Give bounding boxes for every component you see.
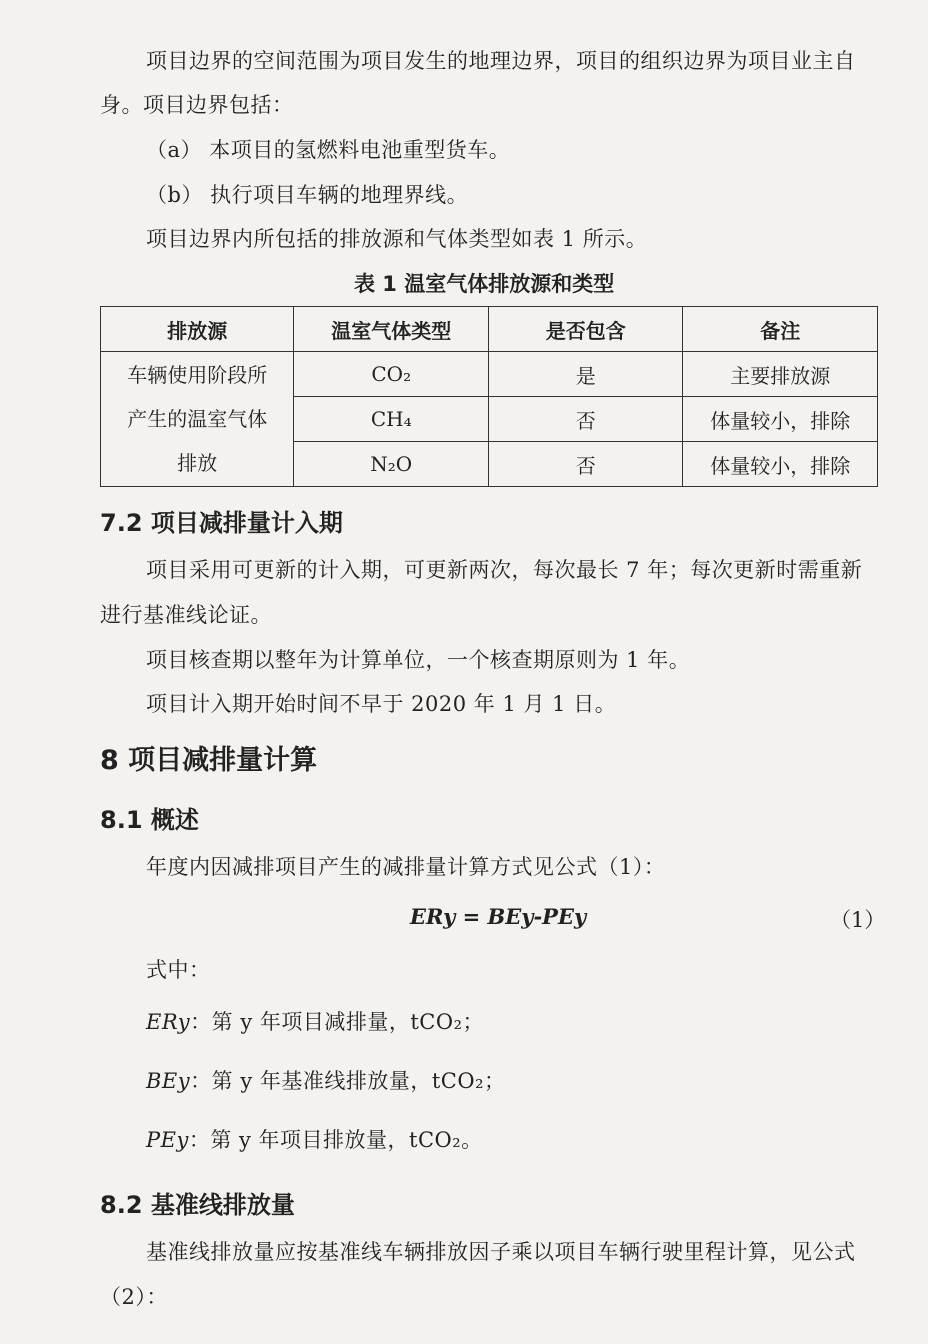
- paragraph-baseline-line2: （2）：: [100, 1285, 168, 1309]
- definition-be-text: ：第 y 年基准线排放量，tCO₂；: [190, 1069, 506, 1093]
- header-source: 排放源: [101, 307, 294, 352]
- source-line3: 排放: [177, 451, 218, 475]
- symbol-er: ERy: [146, 1010, 191, 1034]
- paragraph-crediting-line2: 进行基准线论证。: [100, 603, 272, 627]
- cell-included: 是: [489, 352, 683, 397]
- cell-source: [101, 352, 294, 487]
- equation-number-1: （1）: [830, 908, 886, 932]
- source-line2: 产生的温室气体: [127, 407, 268, 431]
- paragraph-crediting-line1: 项目采用可更新的计入期，可更新两次，每次最长 7 年；每次更新时需重新: [146, 558, 863, 582]
- definition-er-text: ：第 y 年项目减排量，tCO₂；: [190, 1010, 484, 1034]
- paragraph-baseline-line1: 基准线排放量应按基准线车辆排放因子乘以项目车辆行驶里程计算，见公式: [146, 1240, 856, 1264]
- cell-gas: CH₄: [294, 397, 489, 442]
- equation-1: ERy = BEy-PEy: [410, 904, 587, 929]
- cell-gas: N₂O: [294, 442, 489, 487]
- emission-table: [100, 306, 878, 487]
- heading-8-2: 8.2 基准线排放量: [100, 1191, 295, 1219]
- table-caption: 表 1 温室气体排放源和类型: [354, 272, 615, 296]
- definition-er: [146, 1007, 484, 1037]
- cell-note: 体量较小，排除: [683, 442, 878, 487]
- list-item-a: （a） 本项目的氢燃料电池重型货车。: [146, 138, 511, 162]
- header-note: 备注: [683, 307, 878, 352]
- paragraph-formula-intro: 年度内因减排项目产生的减排量计算方式见公式（1）：: [146, 855, 666, 879]
- header-gas-type: 温室气体类型: [294, 307, 489, 352]
- paragraph-boundary-line2: 身。项目边界包括：: [100, 93, 294, 117]
- definition-pe-text: ：第 y 年项目排放量，tCO₂。: [188, 1128, 483, 1152]
- header-included: 是否包含: [489, 307, 683, 352]
- cell-included: 否: [489, 397, 683, 442]
- paragraph-start-date: 项目计入期开始时间不早于 2020 年 1 月 1 日。: [146, 692, 617, 716]
- definition-pe: [146, 1125, 483, 1155]
- cell-gas: CO₂: [294, 352, 489, 397]
- symbol-be: BEy: [146, 1069, 191, 1093]
- paragraph-table-intro: 项目边界内所包括的排放源和气体类型如表 1 所示。: [146, 227, 648, 251]
- cell-note: 体量较小，排除: [683, 397, 878, 442]
- paragraph-boundary-line1: 项目边界的空间范围为项目发生的地理边界，项目的组织边界为项目业主自: [146, 49, 856, 73]
- paragraph-verification: 项目核查期以整年为计算单位，一个核查期原则为 1 年。: [146, 648, 691, 672]
- table-row: [101, 352, 878, 397]
- heading-8-1: 8.1 概述: [100, 806, 199, 834]
- source-line1: 车辆使用阶段所: [127, 363, 268, 387]
- cell-included: 否: [489, 442, 683, 487]
- where-label: 式中：: [146, 958, 211, 982]
- heading-7-2: 7.2 项目减排量计入期: [100, 509, 343, 537]
- definition-be: [146, 1066, 506, 1096]
- list-item-b: （b） 执行项目车辆的地理界线。: [146, 183, 469, 207]
- table-header-row: [101, 307, 878, 352]
- cell-note: 主要排放源: [683, 352, 878, 397]
- heading-8: 8 项目减排量计算: [100, 745, 318, 776]
- symbol-pe: PEy: [146, 1128, 189, 1152]
